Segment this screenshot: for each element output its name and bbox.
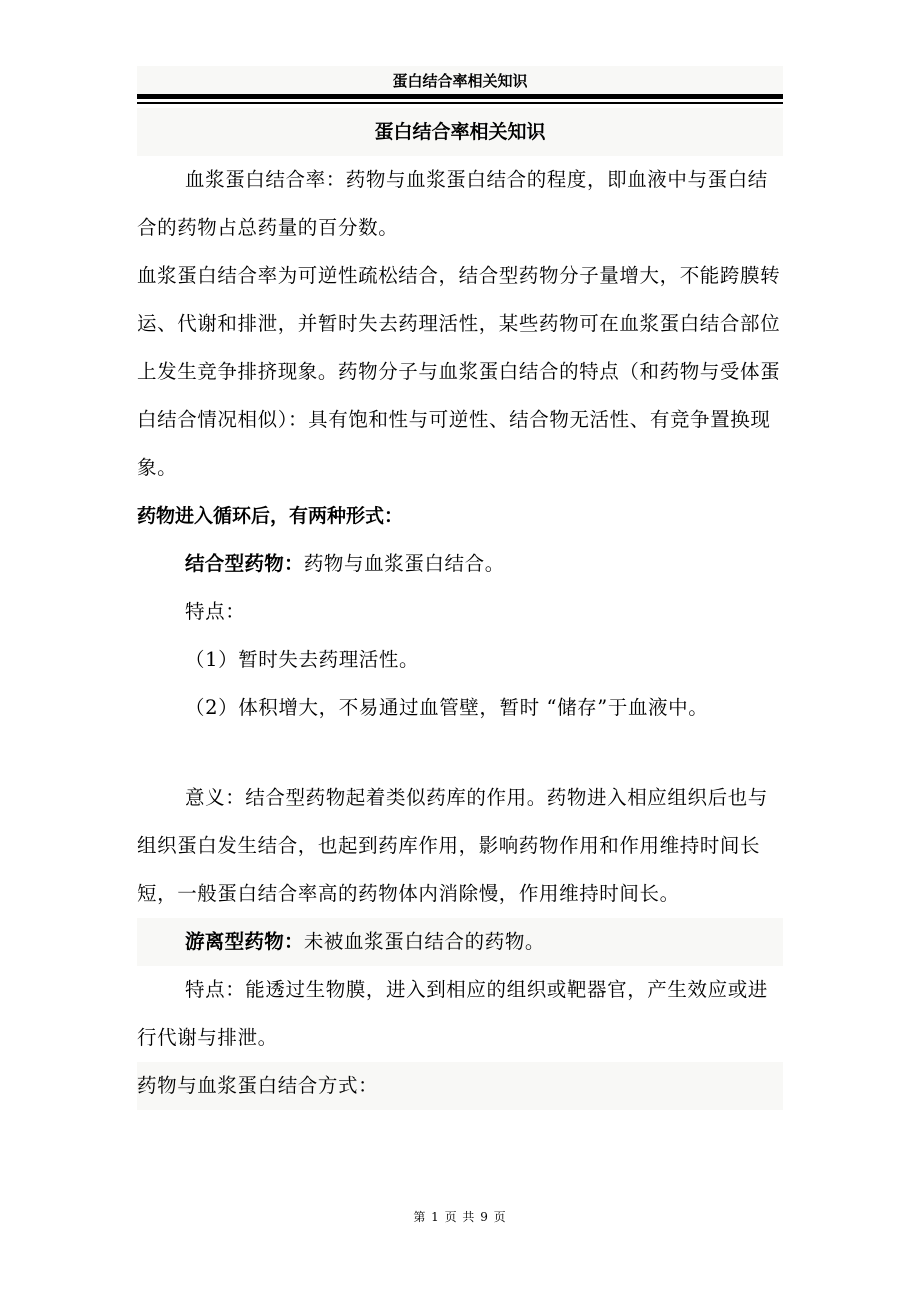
free-drug-desc: 未被血浆蛋白结合的药物。 bbox=[303, 930, 546, 953]
bound-drug-line bbox=[137, 540, 783, 588]
binding-modes-heading: 药物与血浆蛋白结合方式： bbox=[137, 1062, 783, 1110]
bound-feature-item-1: （1）暂时失去药理活性。 bbox=[185, 648, 420, 671]
document-body bbox=[137, 108, 783, 1110]
free-drug-line bbox=[137, 918, 783, 966]
bound-features-label: 特点： bbox=[185, 600, 246, 623]
bound-drug-desc: 药物与血浆蛋白结合。 bbox=[303, 552, 505, 575]
heading-two-forms: 药物进入循环后，有两种形式： bbox=[137, 505, 404, 527]
paragraph-definition: 血浆蛋白结合率：药物与血浆蛋白结合的程度，即血液中与蛋白结合的药物占总药量的百分数。 bbox=[137, 168, 768, 239]
free-drug-term: 游离型药物： bbox=[185, 930, 304, 953]
bound-meaning: 意义：结合型药物起着类似药库的作用。药物进入相应组织后也与组织蛋白发生结合，也起到药库作用，影响药物作用和作用维持时间长短，一般蛋白结合率高的药物体内消除慢，作用维持时间长。 bbox=[137, 786, 768, 905]
running-header: 蛋白结合率相关知识 bbox=[137, 66, 783, 96]
free-drug-features: 特点：能透过生物膜，进入到相应的组织或靶器官，产生效应或进行代谢与排泄。 bbox=[137, 978, 768, 1049]
document-title: 蛋白结合率相关知识 bbox=[137, 108, 783, 156]
paragraph-characteristics: 血浆蛋白结合率为可逆性疏松结合，结合型药物分子量增大，不能跨膜转运、代谢和排泄，并暂时失去药理活性，某些药物可在血浆蛋白结合部位上发生竞争排挤现象。药物分子与血浆蛋白结合的特点（和药物与受体蛋白结合情况相似）：具有饱和性与可逆性、结合物无活性、有竞争置换现象。 bbox=[137, 264, 781, 479]
bound-drug-term: 结合型药物： bbox=[185, 552, 304, 575]
header-rule-thick bbox=[137, 94, 783, 99]
blank-line bbox=[137, 732, 783, 774]
bound-feature-item-2: （2）体积增大，不易通过血管壁，暂时 “储存”于血液中。 bbox=[185, 696, 709, 719]
page-footer: 第 1 页 共 9 页 bbox=[413, 1210, 507, 1224]
header-rule-thin bbox=[137, 102, 783, 104]
